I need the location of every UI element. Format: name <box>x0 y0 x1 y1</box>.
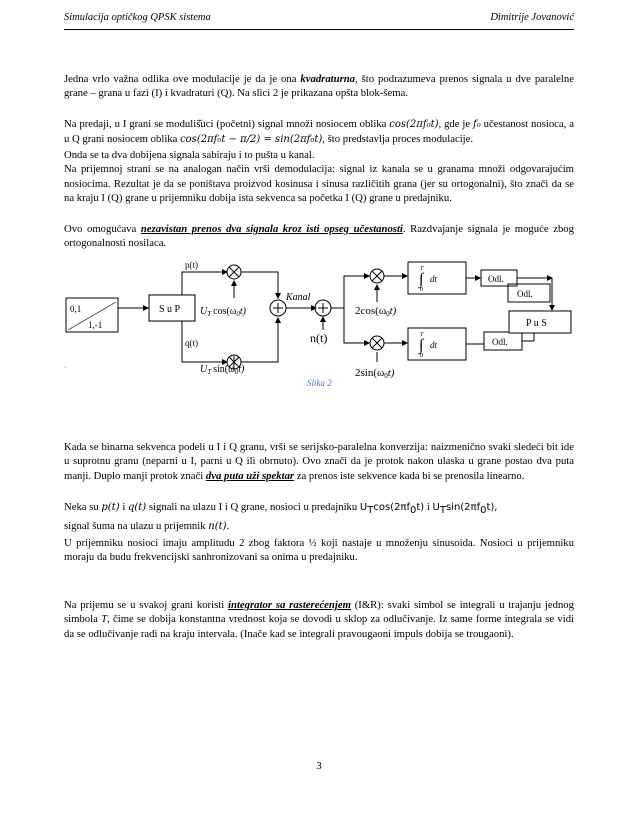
svg-text:UTsin(ω0t): $U_T$ $\sin(\omega_0t)$ <box>200 364 245 376</box>
svg-text:∫: ∫ <box>419 337 424 354</box>
svg-text:Odl.: Odl. <box>488 274 504 284</box>
svg-text:1,-1: 1,-1 <box>88 320 103 330</box>
svg-text:0,1: 0,1 <box>70 304 82 314</box>
svg-text:0: 0 <box>420 353 423 359</box>
svg-text:Odl.: Odl. <box>517 289 533 299</box>
integrator-bot <box>408 328 466 360</box>
term-kvadraturna: kvadraturna <box>300 73 356 85</box>
term-dva-puta-uzi-spektar: dva puta uži spektar <box>205 469 295 482</box>
svg-text:T: T <box>420 266 424 272</box>
decision-bot <box>484 332 522 350</box>
mixer-top-rx <box>370 269 384 283</box>
decision-top-b <box>508 284 550 302</box>
svg-text:S u P: S u P <box>159 304 181 315</box>
label-kanal: Kanal <box>286 292 311 303</box>
svg-text:2sin(ω0t): 2sin(ω0t) <box>355 367 395 380</box>
page-number: 3 <box>316 760 322 772</box>
mixer-bot-rx <box>370 336 384 350</box>
sup-block <box>149 295 195 321</box>
source-block <box>66 298 118 332</box>
label-nt: n(t) <box>310 331 328 345</box>
integrator-top <box>408 262 466 294</box>
svg-text:dt: dt <box>430 340 438 350</box>
block-diagram <box>64 258 574 380</box>
paragraph-7: Na prijemu se u svakoj grani koristi integrator sa rasterećenjem (I&R): svaki simbol se integrali u trajanju jednog simbola T, čime se dobija konstantna vrednost koja se dovodi u sklop za odlučivanje. Iz same forme integrala se vidi da se odlučivanje radi na kraju intervala. (Inače kad se integrali pravougaoni impuls dobija se trougaoni). <box>64 599 575 640</box>
label-qt: q(t) <box>185 338 198 348</box>
header-title: Simulacija optičkog QPSK sistema <box>64 12 211 23</box>
adder-tx <box>270 300 286 316</box>
stray-mark: ` <box>64 366 67 375</box>
paragraph-3: Ovo omogućava nezavistan prenos dva signala kroz isti opseg učestanosti. Razdvajanje signala je moguće zbog ortogonalnosti nosilaca. <box>64 223 574 250</box>
svg-text:T: T <box>420 332 424 338</box>
paragraph-4: Kada se binarna sekvenca podeli u I i Q granu, vrši se serijsko-paralelna konverzija: naizmenično svaki sledeći bit ide u suprotnu granu (neparni u I, parni u Q ili obrnuto). Ovo znači da je protok nakon ulaska u grane postao dva puta manji. Duplo manji protok znači dva puta uži spektar za prenos iste sekvence kada bi se prenosila linearno. <box>64 441 574 482</box>
header-rule <box>64 29 574 30</box>
header-author: Dimitrije Jovanović <box>490 12 574 23</box>
svg-text:∫: ∫ <box>419 271 424 288</box>
term-nezavistan-prenos: nezavistan prenos dva signala kroz isti opseg učestanosti <box>140 223 403 235</box>
paragraph-2: Na predaji, u I grani se moduliš̌uci (početni) signal množi nosiocem oblika cos(2πf₀t), gde je f₀ učestanost nosioca, a u Q grani nosiocem oblika cos(2πf₀t − π/2) = sin(2πf₀t), što predstavlja proces modulacije. Onda se ta dva dobijena signala sabiraju i to pušta u kanal. Na prijemnoj strani se na analogan način vrši demodulacija: signal iz kanala se u granama množi odgovarajućim nosiocima. Rezultat je da se poništava proizvod kosinusa i sinusa različitih grana (jer su ortogonalni), što znači da se na kraju I (Q) grane u prijemniku dobija ista sekvenca sa početka I (Q) grane u predajniku. <box>64 118 574 205</box>
term-integrator: integrator sa rasterećenjem <box>228 599 351 611</box>
paragraph-5: Neka su p(t) i q(t) signali na ulazu I i Q grane, nosioci u predajniku $U_T\cos(2\pi f_0t)$ i $U_T\sin(2\pi f_0t)$, signal šuma na ulazu u prijemnik n(t). <box>64 501 498 532</box>
pus-block <box>494 310 571 333</box>
svg-text:P u S: P u S <box>526 318 547 329</box>
svg-text:2cos(ω0t): 2cos(ω0t) <box>355 305 397 318</box>
paragraph-6: U prijemniku nosioci imaju amplitudu 2 zbog faktora ½ koji nastaje u množenju sinusoida. Nosioci u prijemniku moraju da budu frekvencijski sanhronizovani sa onima u predajniku. <box>64 537 574 564</box>
svg-text:Odl.: Odl. <box>492 337 508 347</box>
svg-text:0: 0 <box>420 287 423 293</box>
adder-channel <box>315 300 331 316</box>
mixer-top-tx <box>227 265 241 279</box>
svg-text:dt: dt <box>430 274 438 284</box>
label-pt: p(t) <box>185 260 198 270</box>
figure-caption: Slika 2 <box>307 378 332 388</box>
paragraph-1: Jedna vrlo važna odlika ove modulacije je da je ona kvadraturna, što podrazumeva prenos signala u dve paralelne grane – grana u fazi (I) i kvadraturi (Q). Na slici 2 je prikazana opšta blok-šema. <box>64 73 574 100</box>
svg-text:UTcos(ω0t): $U_T$ $\cos(\omega_0t)$ <box>200 306 246 318</box>
